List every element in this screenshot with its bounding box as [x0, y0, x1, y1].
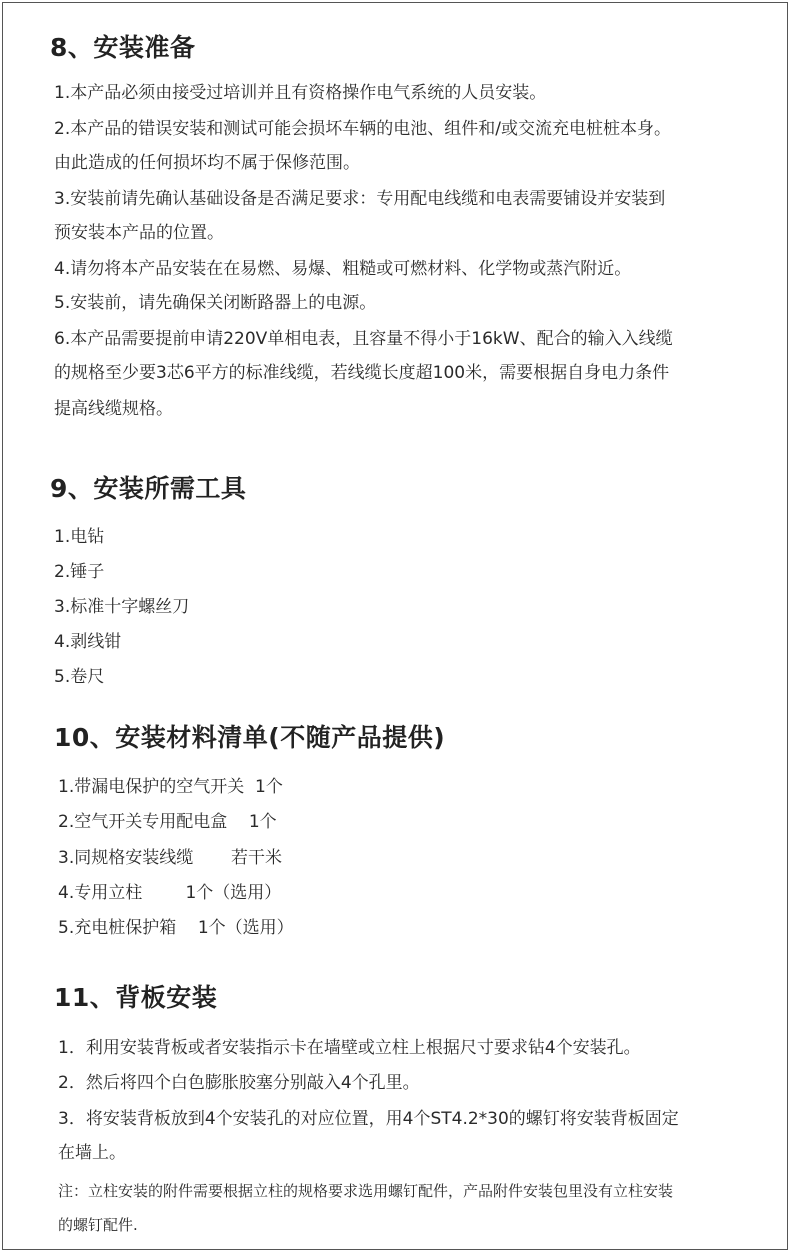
section-8-heading: 8、安装准备	[50, 33, 196, 62]
section-11-note: 的螺钉配件.	[58, 1216, 138, 1234]
section-8-line: 2.本产品的错误安装和测试可能会损坏车辆的电池、组件和/或交流充电桩桩本身。	[54, 119, 671, 139]
section-10-material-item: 4.专用立柱 1个（选用）	[58, 883, 282, 903]
section-11-step: 2．然后将四个白色膨胀胶塞分别敲入4个孔里。	[58, 1073, 420, 1093]
section-9-tool-item: 1.电钻	[54, 527, 105, 547]
section-8-line: 6.本产品需要提前申请220V单相电表，且容量不得小于16kW、配合的输入入线缆	[54, 329, 673, 349]
section-8-line: 3.安装前请先确认基础设备是否满足要求：专用配电线缆和电表需要铺设并安装到	[54, 189, 666, 209]
section-8-line: 1.本产品必须由接受过培训并且有资格操作电气系统的人员安装。	[54, 83, 547, 103]
section-11-step: 3．将安装背板放到4个安装孔的对应位置，用4个ST4.2*30的螺钉将安装背板固定	[58, 1109, 679, 1129]
section-8-line: 的规格至少要3芯6平方的标准线缆，若线缆长度超100米，需要根据自身电力条件	[54, 363, 670, 383]
section-8-line: 预安装本产品的位置。	[54, 223, 224, 243]
section-8-line: 提高线缆规格。	[54, 399, 173, 419]
section-9-tool-item: 3.标准十字螺丝刀	[54, 597, 190, 617]
section-10-material-item: 3.同规格安装线缆 若干米	[58, 848, 283, 868]
section-10-heading: 10、安装材料清单(不随产品提供)	[54, 723, 446, 752]
section-11-step: 1．利用安装背板或者安装指示卡在墙壁或立柱上根据尺寸要求钻4个安装孔。	[58, 1038, 641, 1058]
section-10-material-item: 2.空气开关专用配电盒 1个	[58, 812, 277, 832]
section-9-tool-item: 2.锤子	[54, 562, 105, 582]
section-11-step: 在墙上。	[58, 1143, 126, 1163]
section-8-line: 由此造成的任何损坏均不属于保修范围。	[54, 153, 360, 173]
section-9-tool-item: 4.剥线钳	[54, 632, 122, 652]
section-11-heading: 11、背板安装	[54, 983, 218, 1012]
section-10-material-item: 5.充电桩保护箱 1个（选用）	[58, 918, 294, 938]
section-11-note: 注：立柱安装的附件需要根据立柱的规格要求选用螺钉配件，产品附件安装包里没有立柱安装	[58, 1182, 674, 1200]
section-10-material-item: 1.带漏电保护的空气开关 1个	[58, 777, 283, 797]
section-8-line: 5.安装前，请先确保关闭断路器上的电源。	[54, 293, 377, 313]
section-9-heading: 9、安装所需工具	[50, 474, 247, 503]
section-9-tool-item: 5.卷尺	[54, 667, 105, 687]
section-8-line: 4.请勿将本产品安装在在易燃、易爆、粗糙或可燃材料、化学物或蒸汽附近。	[54, 259, 632, 279]
